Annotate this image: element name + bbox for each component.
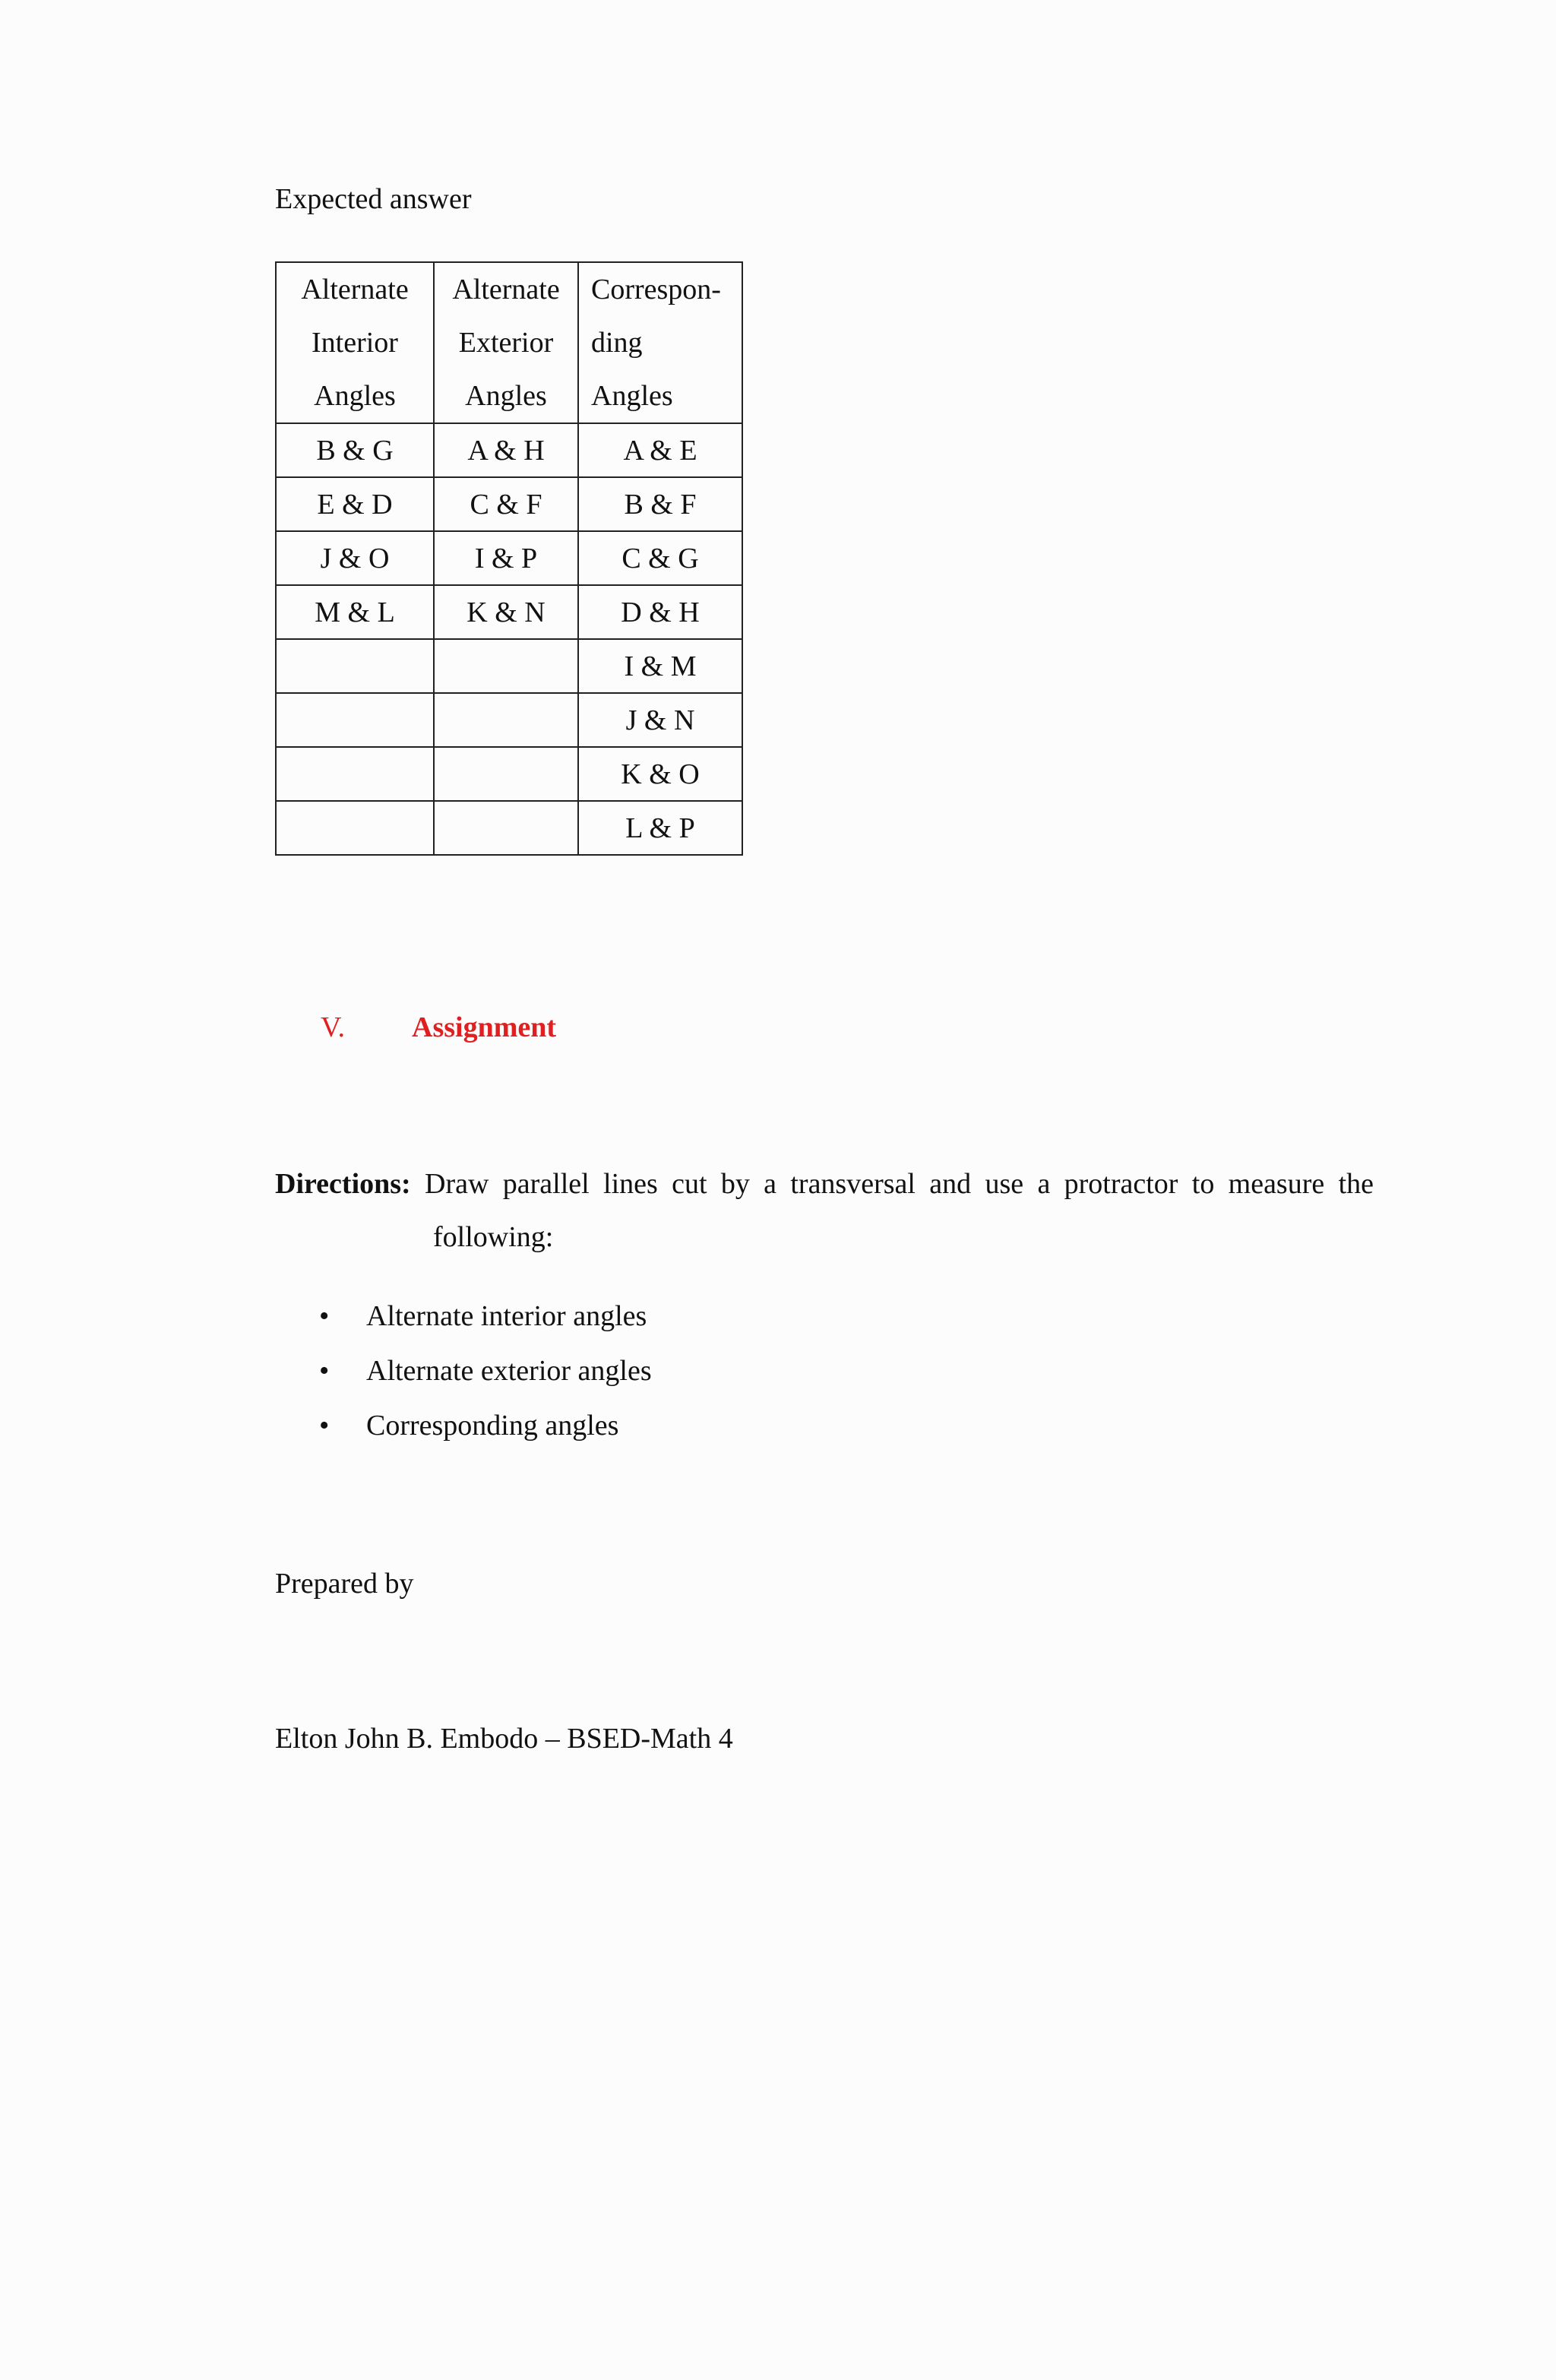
table-cell bbox=[434, 693, 578, 747]
header-alternate-exterior bbox=[434, 262, 578, 423]
list-item bbox=[319, 1351, 652, 1406]
table-cell: J & N bbox=[578, 693, 742, 747]
directions-label: Directions: bbox=[275, 1168, 411, 1200]
table-cell: B & G bbox=[276, 423, 434, 477]
table-cell: E & D bbox=[276, 477, 434, 531]
table-cell: A & E bbox=[578, 423, 742, 477]
table-row bbox=[276, 477, 742, 531]
table-cell bbox=[276, 639, 434, 693]
table-cell bbox=[276, 747, 434, 801]
table-cell: J & O bbox=[276, 531, 434, 585]
table-cell bbox=[434, 639, 578, 693]
section-number: V. bbox=[321, 1011, 346, 1043]
table-cell: I & M bbox=[578, 639, 742, 693]
header-line: Angles bbox=[465, 380, 547, 412]
header-line: Angles bbox=[314, 380, 396, 412]
task-list bbox=[319, 1296, 652, 1461]
table-cell: A & H bbox=[434, 423, 578, 477]
table-cell bbox=[276, 693, 434, 747]
task-label: Alternate interior angles bbox=[366, 1300, 647, 1332]
header-line: Alternate bbox=[301, 274, 409, 305]
table-cell bbox=[434, 747, 578, 801]
table-cell bbox=[276, 801, 434, 855]
table-cell: K & O bbox=[578, 747, 742, 801]
table-cell: L & P bbox=[578, 801, 742, 855]
table-row bbox=[276, 747, 742, 801]
author-line: Elton John B. Embodo – BSED-Math 4 bbox=[275, 1723, 733, 1755]
table-row bbox=[276, 801, 742, 855]
list-item bbox=[319, 1296, 652, 1351]
header-line: ding bbox=[591, 327, 643, 359]
expected-answer-label: Expected answer bbox=[275, 183, 472, 215]
section-heading bbox=[321, 1011, 556, 1044]
header-line: Alternate bbox=[452, 274, 560, 305]
table-header-row bbox=[276, 262, 742, 423]
task-label: Alternate exterior angles bbox=[366, 1355, 652, 1387]
header-corresponding bbox=[578, 262, 742, 423]
directions-continuation: following: bbox=[433, 1221, 554, 1253]
bullet-icon: • bbox=[319, 1410, 330, 1442]
table-cell: I & P bbox=[434, 531, 578, 585]
table-row bbox=[276, 639, 742, 693]
bullet-icon: • bbox=[319, 1300, 330, 1332]
answer-table bbox=[275, 261, 743, 856]
header-line: Interior bbox=[312, 327, 398, 359]
bullet-icon: • bbox=[319, 1355, 330, 1387]
table-row bbox=[276, 423, 742, 477]
directions-text: Draw parallel lines cut by a transversal and use a protractor to measure the bbox=[425, 1168, 1374, 1200]
table-row bbox=[276, 531, 742, 585]
table-cell: D & H bbox=[578, 585, 742, 639]
list-item bbox=[319, 1406, 652, 1461]
table-cell: C & G bbox=[578, 531, 742, 585]
table-cell bbox=[434, 801, 578, 855]
table-cell: B & F bbox=[578, 477, 742, 531]
prepared-by-label: Prepared by bbox=[275, 1568, 414, 1600]
table-row bbox=[276, 693, 742, 747]
section-title: Assignment bbox=[412, 1011, 557, 1043]
table-row bbox=[276, 585, 742, 639]
header-line: Exterior bbox=[458, 327, 554, 359]
header-line: Correspon- bbox=[591, 274, 721, 305]
table-cell: C & F bbox=[434, 477, 578, 531]
table-cell: K & N bbox=[434, 585, 578, 639]
task-label: Corresponding angles bbox=[366, 1410, 619, 1442]
directions-paragraph bbox=[275, 1167, 1374, 1201]
header-alternate-interior bbox=[276, 262, 434, 423]
header-line: Angles bbox=[591, 380, 673, 412]
table-cell: M & L bbox=[276, 585, 434, 639]
